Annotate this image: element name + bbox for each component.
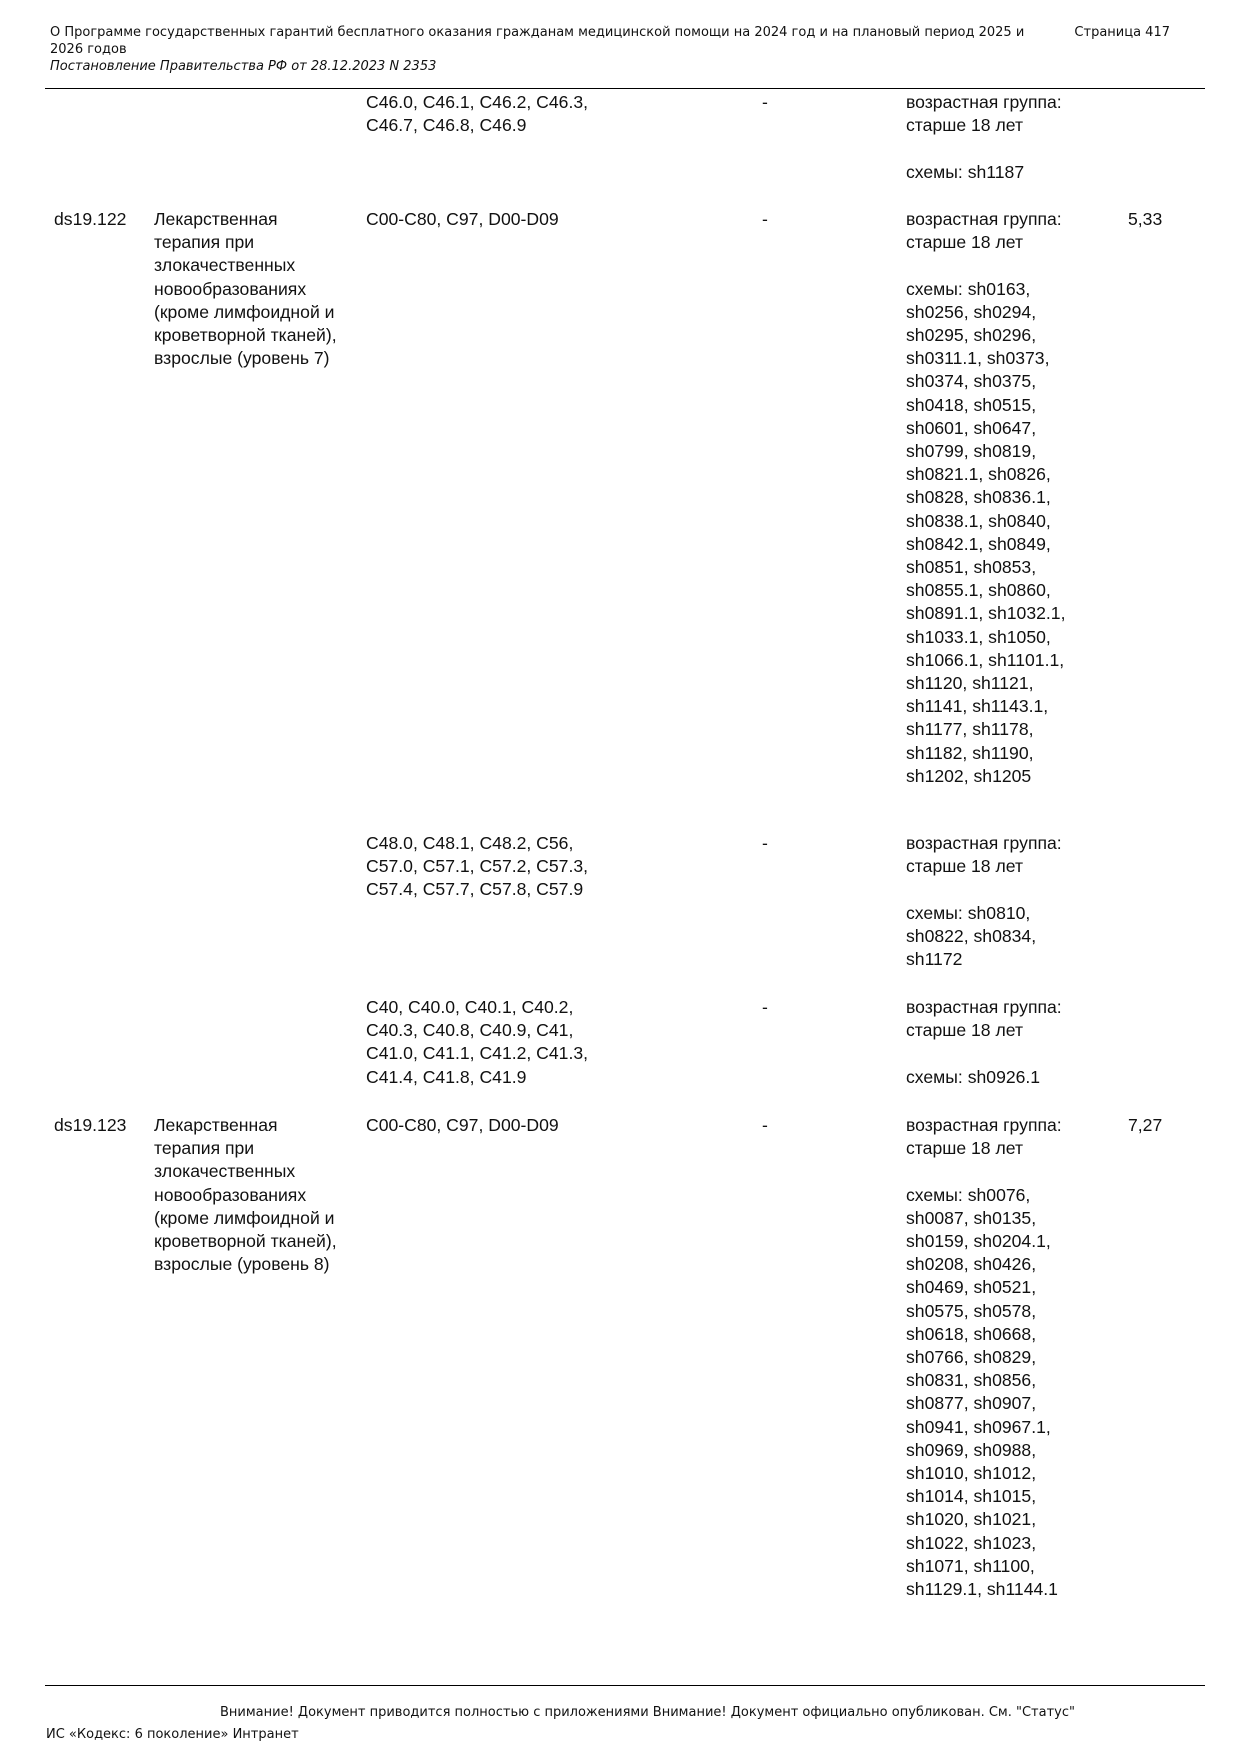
footer-divider: [45, 1685, 1205, 1686]
row-conditions: возрастная группа: старше 18 лет схемы: sh0810, sh0822, sh0834, sh1172: [906, 833, 1062, 970]
row-name: Лекарственная терапия при злокачественных новообразованиях (кроме лимфоидной и кроветворной тканей), взрослые (уровень 7): [154, 209, 337, 369]
row-code: ds19.122: [54, 209, 127, 229]
document-title: О Программе государственных гарантий бесплатного оказания гражданам медицинской помощи на 2024 год и на плановый период 2025 и 2026 годов: [50, 25, 1025, 57]
row-conditions: возрастная группа: старше 18 лет схемы: sh1187: [906, 92, 1062, 182]
status-notice: Внимание! Документ приводится полностью с приложениями Внимание! Документ официально опубликован. См. "Статус": [220, 1705, 1075, 1720]
header-divider: [45, 88, 1205, 89]
row-dash: -: [762, 1115, 768, 1135]
row-dash: -: [762, 92, 768, 112]
row-diagnoses: C00-C80, C97, D00-D09: [366, 1115, 559, 1135]
row-dash: -: [762, 209, 768, 229]
row-conditions: возрастная группа: старше 18 лет схемы: sh0076, sh0087, sh0135, sh0159, sh0204.1, sh0208, sh0426, sh0469, sh0521, sh0575, sh0578, sh0618, sh0668, sh0766, sh0829, sh0831, sh0856, sh0877, sh0907, sh0941, sh0967.1, sh0969, sh0988, sh1010, sh1012, sh1014, sh1015, sh1020, sh1021, sh1022, sh1023, sh1071, sh1100, sh1129.1, sh1144.1: [906, 1115, 1062, 1600]
row-diagnoses: C00-C80, C97, D00-D09: [366, 209, 559, 229]
row-diagnoses: C40, C40.0, C40.1, C40.2, C40.3, C40.8, C40.9, C41, C41.0, C41.1, C41.2, C41.3, C41.4, C41.8, C41.9: [366, 997, 589, 1087]
row-coefficient: 7,27: [1128, 1115, 1163, 1135]
system-label: ИС «Кодекс: 6 поколение» Интранет: [46, 1727, 299, 1742]
row-diagnoses: C46.0, C46.1, C46.2, C46.3, C46.7, C46.8, C46.9: [366, 92, 589, 136]
row-diagnoses: C48.0, C48.1, C48.2, C56, C57.0, C57.1, C57.2, C57.3, C57.4, C57.7, C57.8, C57.9: [366, 833, 589, 900]
decree-reference: Постановление Правительства РФ от 28.12.2023 N 2353: [50, 59, 437, 74]
row-dash: -: [762, 833, 768, 853]
row-conditions: возрастная группа: старше 18 лет схемы: sh0926.1: [906, 997, 1062, 1087]
row-dash: -: [762, 997, 768, 1017]
row-code: ds19.123: [54, 1115, 127, 1135]
row-conditions: возрастная группа: старше 18 лет схемы: sh0163, sh0256, sh0294, sh0295, sh0296, sh0311.1, sh0373, sh0374, sh0375, sh0418, sh0515, sh0601, sh0647, sh0799, sh0819, sh0821.1, sh0826, sh0828, sh0836.1, sh0838.1, sh0840, sh0842.1, sh0849, sh0851, sh0853, sh0855.1, sh0860, sh0891.1, sh1032.1, sh1033.1, sh1050, sh1066.1, sh1101.1, sh1120, sh1121, sh1141, sh1143.1, sh1177, sh1178, sh1182, sh1190, sh1202, sh1205: [906, 209, 1066, 786]
row-name: Лекарственная терапия при злокачественных новообразованиях (кроме лимфоидной и кроветворной тканей), взрослые (уровень 8): [154, 1115, 337, 1275]
page-number: Страница 417: [1074, 25, 1170, 40]
row-coefficient: 5,33: [1128, 209, 1163, 229]
